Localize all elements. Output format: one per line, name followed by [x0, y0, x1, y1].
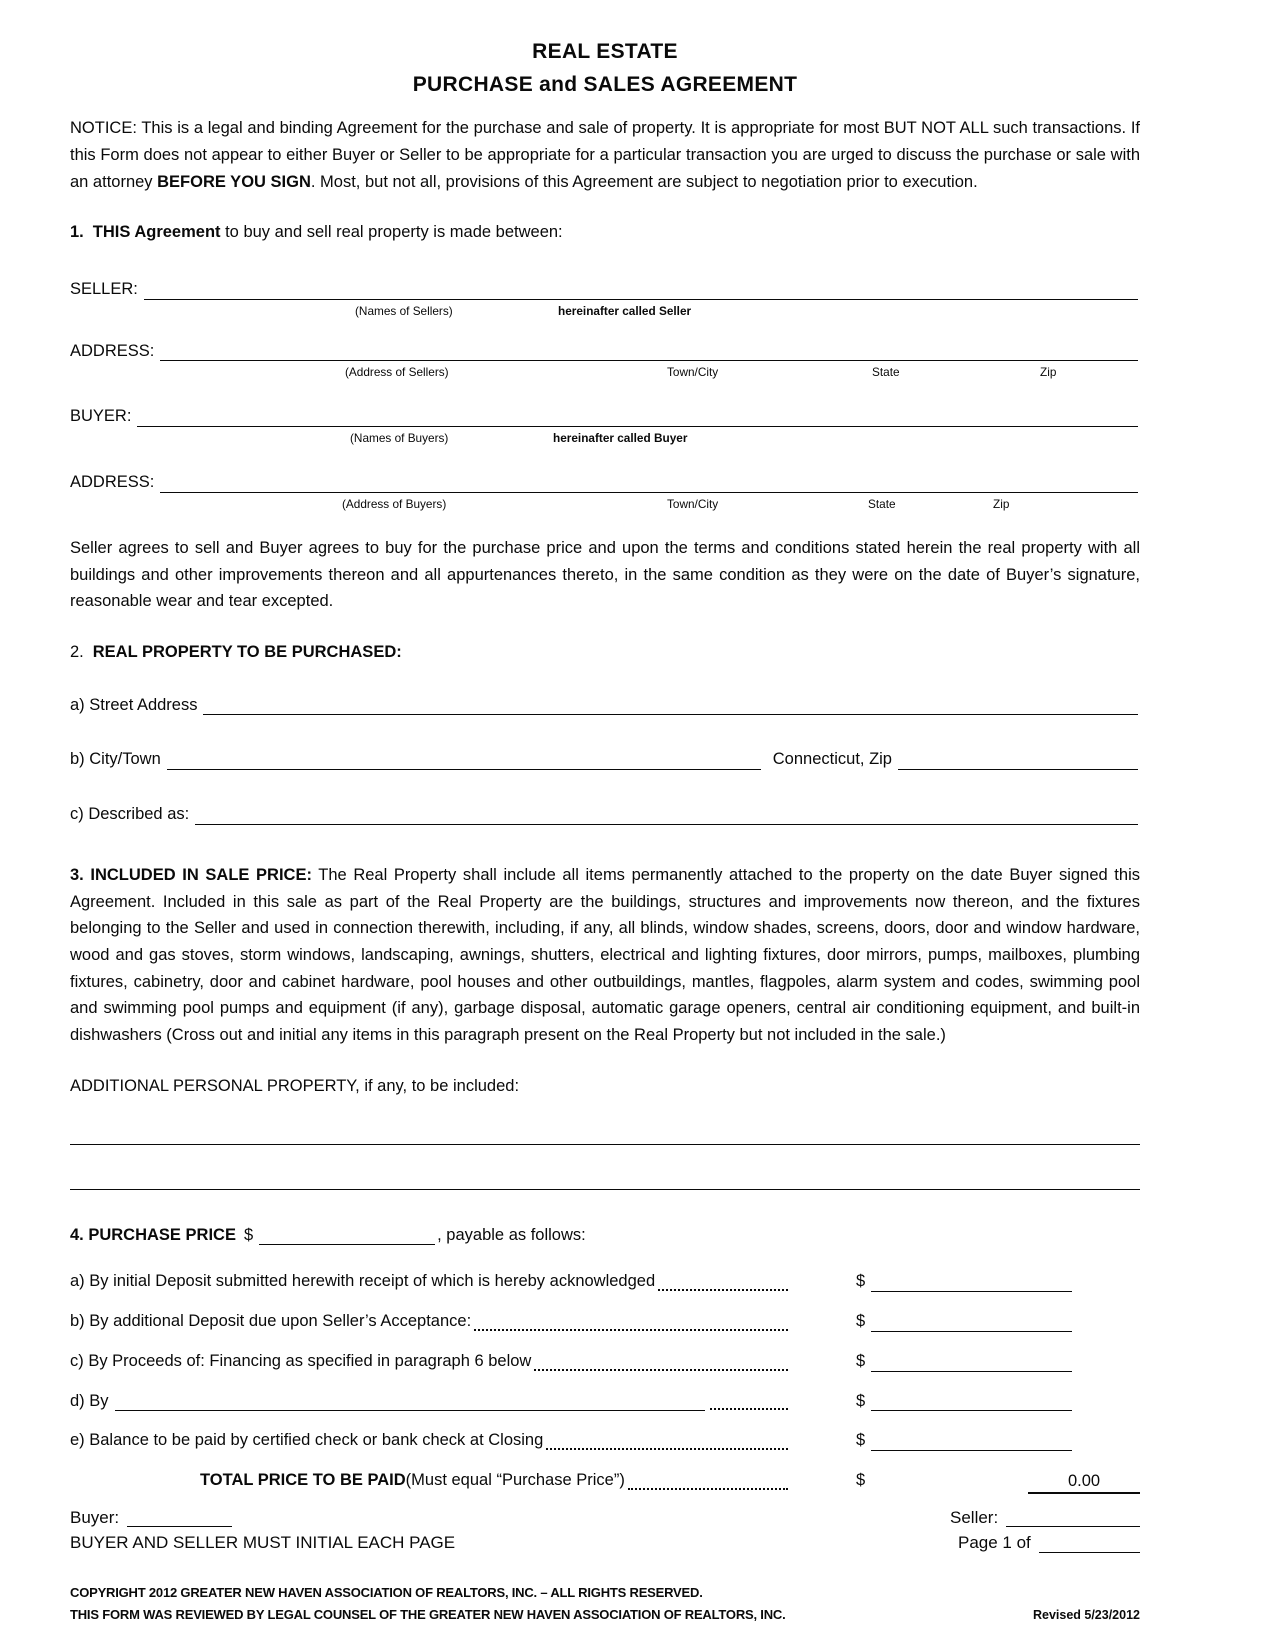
section-3-body: The Real Property shall include all items permanently attached to the property on the date Buyer signed this Agreement. Included in this sale as part of the Real Property are the buildings, structures and improvements now thereon, and the fixtures belonging to the Seller and used in connection therewith, including, if any, all blinds, window shades, screens, doors, door and window hardware, wood and gas stoves, storm windows, landscaping, awnings, shutters, electrical and lighting fixtures, door mirrors, pumps, mailboxes, plumbing fixtures, cabinetry, door and cabinet hardware, pool houses and other outbuildings, mantles, flagpoles, alarm system and codes, swimming pool and swimming pool pumps and equipment (if any), garbage disposal, automatic garage openers, central air conditioning equipment, and built-in dishwashers (Cross out and initial any items in this paragraph present on the Real Property but not included in the sale.) — [70, 865, 1140, 1045]
payment-e-currency: $ — [856, 1431, 866, 1450]
buyer-address-state-caption: State — [868, 496, 896, 511]
copyright-line-1: COPYRIGHT 2012 GREATER NEW HAVEN ASSOCIATION OF REALTORS, INC. – ALL RIGHTS RESERVED. — [70, 1584, 703, 1600]
buyer-address-zip-caption: Zip — [993, 496, 1010, 511]
payment-c-currency: $ — [856, 1351, 866, 1370]
total-price-label: TOTAL PRICE TO BE PAID — [200, 1470, 406, 1489]
payment-e-amount-field[interactable] — [871, 1433, 1072, 1451]
form-title-line1: REAL ESTATE — [532, 40, 678, 63]
initial-note: BUYER AND SELLER MUST INITIAL EACH PAGE — [70, 1533, 456, 1553]
payment-d-other-field[interactable] — [115, 1394, 705, 1412]
seller-initial-field[interactable] — [1006, 1509, 1140, 1527]
personal-property-line-2[interactable] — [70, 1189, 1140, 1190]
payment-b-currency: $ — [856, 1312, 866, 1331]
initials-row — [70, 1505, 1140, 1531]
section-2-number: 2. — [70, 643, 84, 661]
buyer-label: BUYER: — [70, 407, 132, 426]
city-town-field[interactable] — [167, 753, 761, 771]
payment-c-leader — [534, 1369, 788, 1371]
personal-property-line-1[interactable] — [70, 1144, 1140, 1145]
seller-initial-label: Seller: — [950, 1507, 999, 1527]
buyer-initial-field[interactable] — [127, 1509, 232, 1527]
payment-row-b — [70, 1308, 1140, 1335]
notice-text-2: . Most, but not all, provisions of this Agreement are subject to negotiation prior to execution. — [310, 172, 978, 191]
agreement-paragraph: Seller agrees to sell and Buyer agrees to buy for the purchase price and upon the terms and conditions stated herein the real property with all buildings and other improvements thereon and all appurtenances thereto, in the same condition as they were on the date of Buyer’s signature, reasonable wear and tear excepted. — [70, 538, 1140, 611]
seller-address-captions — [70, 364, 1140, 381]
payment-row-c — [70, 1348, 1140, 1375]
copyright-block — [70, 1582, 1140, 1626]
total-price-leader — [628, 1488, 788, 1490]
total-price-row — [70, 1467, 1140, 1494]
section-1-heading — [70, 219, 1140, 246]
buyer-captions — [70, 430, 1140, 447]
street-address-label: a) Street Address — [70, 695, 198, 714]
described-as-row — [70, 801, 1140, 828]
payment-d-currency: $ — [856, 1391, 866, 1410]
buyer-address-field[interactable] — [160, 475, 1138, 493]
page-count-field[interactable] — [1039, 1535, 1140, 1553]
seller-address-caption: (Address of Sellers) — [345, 365, 449, 380]
seller-captions — [70, 303, 1140, 320]
payment-e-leader — [546, 1448, 788, 1450]
payment-b-amount-field[interactable] — [871, 1314, 1072, 1332]
notice-text-1: NOTICE: This is a legal and binding Agreement for the purchase and sale of property. It is appropriate for most BUT NOT ALL such transactions. If this Form does not appear to either Buyer or Seller to be appropriate for a particular transaction you are urged to discuss the purchase or sale with an attorney — [70, 119, 1140, 191]
buyer-name-field[interactable] — [137, 410, 1138, 428]
seller-caption-hereinafter: hereinafter called Seller — [558, 303, 692, 318]
section-3-title: 3. INCLUDED IN SALE PRICE: — [70, 865, 312, 884]
section-4-title: 4. PURCHASE PRICE — [70, 1225, 236, 1244]
street-address-field[interactable] — [203, 698, 1138, 716]
total-price-currency: $ — [856, 1470, 866, 1489]
payment-row-e — [70, 1427, 1140, 1454]
revised-date: Revised 5/23/2012 — [1032, 1607, 1140, 1622]
payment-row-a — [70, 1268, 1140, 1295]
payment-a-label: a) By initial Deposit submitted herewith receipt of which is hereby acknowledged — [70, 1272, 656, 1291]
seller-address-field[interactable] — [160, 344, 1138, 362]
buyer-row — [70, 403, 1140, 430]
section-3-paragraph — [70, 862, 1140, 1049]
section-2-heading — [70, 639, 1140, 666]
payment-d-label: d) By — [70, 1391, 109, 1410]
buyer-address-row — [70, 469, 1140, 496]
notice-text-bold: BEFORE YOU SIGN — [157, 172, 311, 191]
street-address-row — [70, 692, 1140, 719]
section-4-rest: , payable as follows: — [437, 1225, 586, 1244]
seller-address-row — [70, 338, 1140, 365]
seller-row — [70, 276, 1140, 303]
total-price-note: (Must equal “Purchase Price”) — [405, 1470, 625, 1489]
buyer-address-town-caption: Town/City — [667, 496, 719, 511]
seller-address-zip-caption: Zip — [1040, 365, 1057, 380]
payment-a-leader — [658, 1289, 788, 1291]
seller-address-town-caption: Town/City — [667, 365, 719, 380]
buyer-address-caption: (Address of Buyers) — [342, 496, 447, 511]
city-town-row — [70, 746, 1140, 773]
page-footer — [70, 1505, 1140, 1626]
page-number-label: Page 1 of — [958, 1533, 1031, 1553]
section-2-title: REAL PROPERTY TO BE PURCHASED: — [92, 643, 402, 661]
section-1-rest: to buy and sell real property is made between: — [220, 223, 563, 242]
section-4-heading — [70, 1222, 1140, 1249]
buyer-address-captions — [70, 496, 1140, 513]
described-as-field[interactable] — [195, 807, 1138, 825]
payment-a-currency: $ — [856, 1272, 866, 1291]
section-1-title: THIS Agreement — [92, 223, 221, 242]
form-title — [70, 36, 1140, 101]
purchase-price-field[interactable] — [259, 1228, 435, 1246]
buyer-address-label: ADDRESS: — [70, 473, 155, 492]
buyer-caption-names: (Names of Buyers) — [350, 431, 449, 446]
total-price-value: 0.00 — [1028, 1471, 1140, 1494]
buyer-caption-hereinafter: hereinafter called Buyer — [553, 431, 688, 446]
payment-b-leader — [474, 1329, 788, 1331]
seller-caption-names: (Names of Sellers) — [355, 303, 453, 318]
initial-note-row — [70, 1530, 1140, 1556]
state-zip-label: Connecticut, Zip — [772, 750, 892, 769]
notice-paragraph — [70, 115, 1140, 195]
seller-address-label: ADDRESS: — [70, 341, 155, 360]
payment-e-label: e) Balance to be paid by certified check or bank check at Closing — [70, 1431, 544, 1450]
described-as-label: c) Described as: — [70, 805, 190, 824]
section-1-number: 1. — [70, 223, 84, 242]
payment-a-amount-field[interactable] — [871, 1275, 1072, 1293]
payment-row-d — [70, 1388, 1140, 1415]
payment-d-amount-field[interactable] — [871, 1394, 1072, 1412]
payment-d-leader — [710, 1408, 788, 1410]
payment-c-amount-field[interactable] — [871, 1354, 1072, 1372]
payment-c-label: c) By Proceeds of: Financing as specified in paragraph 6 below — [70, 1351, 532, 1370]
seller-label: SELLER: — [70, 279, 138, 298]
seller-name-field[interactable] — [144, 282, 1138, 300]
zip-field[interactable] — [898, 753, 1138, 771]
buyer-initial-label: Buyer: — [70, 1507, 120, 1527]
form-title-line2: PURCHASE and SALES AGREEMENT — [412, 72, 798, 96]
payment-b-label: b) By additional Deposit due upon Seller’s Acceptance: — [70, 1312, 472, 1331]
seller-address-state-caption: State — [872, 365, 900, 380]
additional-property-label: ADDITIONAL PERSONAL PROPERTY, if any, to be included: — [70, 1076, 520, 1095]
city-town-label: b) City/Town — [70, 750, 161, 769]
copyright-line-2: THIS FORM WAS REVIEWED BY LEGAL COUNSEL OF THE GREATER NEW HAVEN ASSOCIATION OF REALTORS, INC. — [70, 1606, 786, 1622]
purchase-price-currency: $ — [243, 1225, 254, 1244]
